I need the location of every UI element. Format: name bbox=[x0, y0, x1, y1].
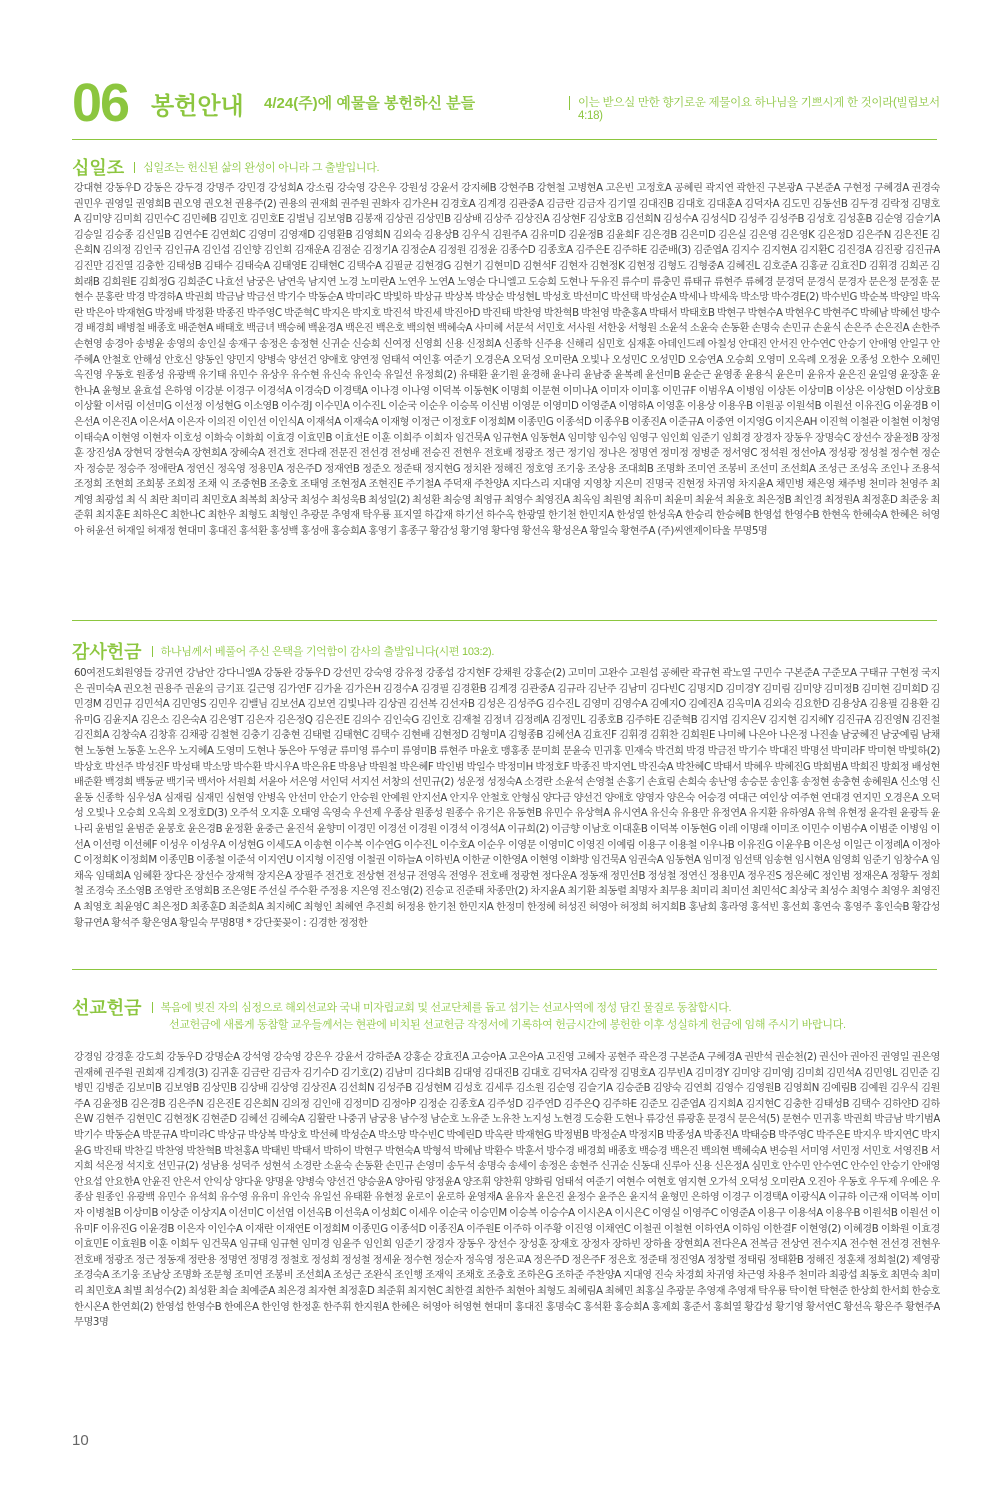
page-number: 10 bbox=[72, 1432, 89, 1449]
page-verse: 이는 받으실 만한 향기로운 제물이요 하나님을 기쁘시게 한 것이라(빌립보서 4:18) bbox=[578, 97, 940, 122]
tithe-donor-list: 강대현 강동우D 강동은 강두경 강명주 강민경 강성희A 강소림 강숙영 강은우 강원성 강윤서 강지혜B 강현주B 강현철 고병현A 고은빈 고정호A 공혜린 곽지연 곽한진 구본광A 구본준A 구현정 구혜경A 권경숙 권민우 권영일 권영희B 권오영 권오천 권용주(2) 권용의 권재희 권주원 권화자 김가은H 김경호A 김계경 김관중A 김금란 김금자 김기열 김대진B 김대호 김대훈A 김덕자A 김도민 김동선B 김두경 김락정 김명호A 김미양 김미희 김민수C 김민혜B 김민호 김민호E 김벌님 김보영B 김봉재 김상권 김상민B 김상배 김상주 김상진A 김상현F 김상호B 김선희N 김성수A 김성식D 김성주 김성주B 김성호 김성훈B 김순영 김슬기A 김승일 김승종 김신일B 김연수E 김연희C 김영미 김영재D 김영환B 김영희N 김외숙 김용상B 김우식 김원주A 김유미D 김윤정B 김윤희F 김은경B 김은미D 김은실 김은영 김은영K 김은정D 김은주N 김은진E 김은희N 김의정 김인국 김인규A 김인섭 김인향 김인회 김재운A 김점순 김정기A 김정순A 김정원 김정윤 김종수D 김종호A 김주은E 김주하E 김준배(3) 김준엽A 김지수 김지현A 김지환C 김진경A 김진광 김진규A 김진만 김진열 김충한 김태성B 김태수 김태숙A 김태영E 김태현C 김택수A 김필균 김현경G 김현기 김현미D 김현석F 김현자 김현정K 김현정 김형도 김형중A 김혜진L 김호준A 김홍균 김효진D 김휘경 김희곤 김희래B 김희원E 김희정G 김희준C 나효선 남궁은 남연욱 남지연 노경 노미란A 노연우 노연A 노영순 다니엘고 도승희 도현나 두유진 류수미 류충민 류태규 류현주 류혜경 문경덕 문경식 문경자 문은정 문정훈 문현수 문홍란 박경 박경하A 박권희 박금남 박금선 박기수 박동순A 박미라C 박빛하 박상규 박상복 박상순 박성현L 박성호 박선미C 박선택 박성순A 박세나 박세욱 박소망 박수경E(2) 박수빈G 박순복 박양일 박옥란 박은아 박재현G 박정배 박정환 박종진 박주영C 박준혁C 박지은 박지호 박진석 박진세 박진아D 박진태 박찬영 박찬혁B 박천영 박춘홍A 박태서 박태호B 박현구 박현수A 박현우C 박현주C 박혜남 박혜선 방수경 배경희 배병철 배종호 배준현A 배태호 백금녀 백승혜 백윤경A 백은진 백은호 백의현 백혜숙A 사미혜 서문석 서민호 서사원 서한웅 서형원 소윤석 소윤숙 손동환 손명숙 손민규 손윤식 손은주 손은진A 손한주 손현영 송경아 송병윤 송영의 송인실 송재구 송정은 송정현 신귀순 신승희 신여정 신영희 신용 신정희A 신종학 신주용 신해리 심민호 심재훈 아데인드레 아칠성 안대진 안서진 안수연C 안승기 안애영 안일구 안주혜A 안철호 안해성 안호신 양동인 양민지 양병숙 양선건 양애호 양연정 엄태석 여인홍 여준기 오경은A 오덕성 오미란A 오빛나 오성민C 오성민D 오승연A 오승희 오영미 오옥례 오정윤 오종성 오한수 오혜민 옥진영 우동호 원종성 유광백 유기태 유민수 유상우 유수현 유신숙 유인숙 유일선 유정희(2) 유태환 윤기원 윤경해 윤나리 윤남중 윤복례 윤선미B 윤순근 윤영종 윤용식 윤은미 윤유자 윤은진 윤일영 윤장훈 윤한나A 윤형보 윤효섭 은하영 이강분 이경구 이경석A 이경숙D 이경택A 이나경 이나영 이덕복 이동현K 이명희 이문현 이미나A 이미자 이미홍 이민규F 이범우A 이병임 이상돈 이상미B 이상은 이상현D 이상호B 이상활 이서림 이선미G 이선정 이성현G 이소영B 이수경J 이수민A 이수진L 이순국 이순우 이승목 이신범 이영문 이영미D 이영준A 이영하A 이영훈 이용상 이용우B 이원공 이원석B 이원선 이유진G 이윤경B 이은선A 이은진A 이은서A 이은자 이의진 이인선 이인식A 이재석A 이재숙A 이재형 이정근 이정호F 이정희M 이종민G 이종석D 이종우B 이종진A 이준규A 이중연 이지영G 이지은AH 이진혁 이철관 이철현 이청영 이태숙A 이현영 이현자 이호성 이화숙 이화희 이효경 이효민B 이효선E 이훈 이희주 이희자 임건묵A 임규현A 임동현A 임미향 임수임 임영구 임인희 임준기 임희경 장경자 장동우 장명숙C 장선수 장윤정B 장정훈 장진성A 장현덕 장현숙A 장현희A 장혜숙A 전건호 전다래 전문진 전선경 전성배 전승진 전현우 전호배 정광조 정근 정기임 정나은 정명연 정미정 정병준 정서영C 정석원 정선아A 정성광 정성철 정수현 정순자 정승문 정승주 정애란A 정연신 정옥영 정용민A 정은주D 정재연B 정준오 정준태 정지현G 정치완 정해진 정호영 조기웅 조상용 조대희B 조명화 조미연 조봉비 조선미 조선희A 조성근 조성옥 조인나 조용석 조정희 조현희 조희봉 조희정 조채 익 조중현B 조충호 조태영 조현정A 조현진E 주기철A 주덕재 주찬양A 지다스리 지대영 지영창 지은미 진명국 진현정 차귀영 차지윤A 채민병 채은영 채주병 천미라 천영주 최계영 최광섭 최 식 최란 최미리 최민호A 최복희 최상국 최성수 최성욱B 최성일(2) 최성환 최승영 최영규 최영수 최영진A 최옥임 최원영 최유미 최윤미 최윤석 최윤호 최은정B 최인경 최정원A 최정훈D 최준웅 최준휘 최지훈E 최하은C 최한나C 최한우 최형도 최형인 추광문 추영재 탁우룡 표지열 하갑재 하기선 하수옥 한광열 한기천 한민지A 한성열 한성옥A 한승리 한승혜B 한영섭 한영수B 한현옥 한혜숙A 한혜은 허영아 허윤선 허재일 허재정 현대미 홍대진 홍석환 홍성백 홍성애 홍승희A 홍영기 홍종구 황감성 황기영 황다영 황선옥 황성은A 황일숙 황현주A (주)씨엔제이타울 무명5명 bbox=[74, 183, 940, 538]
mission-divider bbox=[152, 1002, 153, 1013]
page-header bbox=[72, 72, 952, 134]
tithe-divider bbox=[134, 162, 135, 173]
thanks-title: 감사헌금 bbox=[72, 642, 142, 662]
section-rule bbox=[72, 620, 937, 621]
mission-title: 선교헌금 bbox=[72, 998, 142, 1018]
tithe-description: 십일조는 헌신된 삶의 완성이 아니라 그 출발입니다. bbox=[143, 162, 380, 174]
section-number: 06 bbox=[72, 73, 129, 133]
mission-donor-list: 강경임 강경훈 강도희 강동우D 강명순A 강석영 강숙영 강은우 강윤서 강하준A 강홍순 강효진A 고승아A 고은아A 고진영 고혜자 공현주 곽은경 구본준A 구혜경A 권반석 권순천(2) 권신아 권아진 권영일 권은영 권재혜 권주원 권희재 김계경(3) 김귀훈 김금란 김금자 김기수D 김기호(2) 김남미 김다희B 김대영 김대진B 김대호 김덕자A 김락정 김명호A 김무빈A 김미경Y 김미양 김미영J 김미희 김민석A 김민영L 김민준 김병민 김병준 김보미B 김보영B 김상민B 김상배 김상영 김상진A 김선희N 김성주B 김성현M 김성호 김세루 김소원 김순영 김슬기A 김승준B 김양숙 김연희 김영수 김영원B 김영희N 김예림B 김예원 김우식 김원주A 김윤정B 김은경B 김은주N 김은진E 김은희N 김의정 김인애 김정미D 김정아P 김정순 김종호A 김주성D 김주연D 김주은Q 김주하E 김준모 김준엽A 김지희A 김지현C 김충한 김태성B 김택수 김하얀D 김하은W 김현주 김현민C 김현정K 김현준D 김혜선 김혜숙A 김활란 나중귀 남궁용 남수정 남순호 노유준 노유찬 노지성 노현경 도승환 도현나 류강선 류광훈 문경식 문은석(5) 문현수 민귀홍 박권희 박금남 박기범A 박기수 박동순A 박문규A 박미라C 박상규 박상복 박상호 박선혜 박성순A 박소망 박수빈C 박예린D 박옥란 박재현G 박정범B 박정순A 박정지B 박종성A 박종진A 박태승B 박주영C 박주은E 박지우 박지연C 박지윤G 박진태 박찬길 박찬영 박찬혁B 박천홍A 박태빈 박태서 박하이 박현구 박현숙A 박형석 박혜남 박환수 박훈서 방수경 배경희 배종호 백승경 백은진 백의현 백혜숙A 변승원 서미영 서민정 서민호 서영진B 서지희 석은정 석지호 선민규(2) 성남용 성덕주 성현석 소경란 소윤숙 손동환 손민규 손영미 송두석 송명숙 송세이 송정은 송현주 신귀순 신동대 신루아 신용 신은정A 심민호 안수민 안수연C 안수인 안승기 안애영 안요섭 안요한A 안윤진 안은서 안익상 양다윤 양명윤 양병숙 양선건 양승윤A 양아림 양정윤A 양조휘 양찬휘 양화림 엄태석 여준기 여현수 여현호 염지현 오가석 오덕성 오미란A 오진아 우동호 우두제 우예은 우종삼 원종인 유광백 유민수 유석희 유수영 유유미 유인숙 유일선 유태환 유현정 윤로이 윤로하 윤영재A 윤유자 윤은진 윤정수 윤주은 윤지석 윤형민 은하영 이경구 이경택A 이광식A 이규하 이근재 이덕복 이미자 이병철B 이상미B 이상준 이상지A 이선미C 이선엽 이선옥B 이선욱A 이성희C 이세우 이순국 이승민M 이승복 이승수A 이시온A 이시은C 이영실 이영주C 이영준A 이용구 이용석A 이용우B 이원석B 이원선 이유미F 이유진G 이윤경B 이은자 이인수A 이재란 이재연E 이정희M 이종민G 이종석D 이종진A 이주원E 이주하 이주황 이진영 이채연C 이철권 이철현 이하연A 이하임 이한결F 이현영(2) 이혜경B 이화원 이효경 이효민E 이효원B 이훈 이희두 임건묵A 임규태 임규현 임미경 임윤주 임인희 임준기 장경자 장동우 장선수 장성훈 장재호 장정자 장하빈 장하율 장현희A 전다은A 전복금 전상연 전수지A 전수현 전선경 전현우 전호배 정광조 정근 정동재 정란용 정명연 정명경 정철호 정성희 정성철 정세윤 정수현 정순자 정옥영 정은교A 정은주D 정은주F 정은호 정준태 정진영A 정창렬 정태림 정태환B 정해진 정훈채 정희철(2) 제영광 조경숙A 조기웅 조남상 조명화 조문형 조미연 조봉비 조선희A 조성근 조완식 조인행 조재익 조채호 조충호 조하은G 조하준 주찬양A 지대영 진숙 차경희 차귀영 차근영 차용주 천미라 최광섭 최동호 최면숙 최미리 최민호A 최별 최성수(2) 최성환 최슬 최예준A 최은경 최자현 최정훈D 최준휘 최지현C 최한결 최한주 최현아 최형도 최혜림A 최혜민 최홍실 추광문 추영재 추영재 탁우룡 탁이현 탁현준 한상희 한서희 한승호 한시온A 한연희(2) 한영섭 한영수B 한예은A 한인영 한정훈 한주휘 한지원A 한혜은 허영아 허영현 현대미 홍대진 홍명숙C 홍석환 홍승희A 홍제희 홍준서 홍희열 황갑성 황기영 황서연C 황선옥 황은주 황현주A 무명3명 bbox=[74, 1052, 940, 1329]
thanks-divider bbox=[152, 646, 153, 657]
mission-description-2: 선교헌금에 새롭게 동참할 교우들께서는 현관에 비치된 선교헌금 작정서에 기록하여 헌금시간에 봉헌한 이후 성실하게 헌금에 임해 주시기 바랍니다. bbox=[169, 1019, 846, 1031]
thanks-description: 하나님께서 베풀어 주신 은택을 기억함이 감사의 출발입니다(시편 103:2). bbox=[160, 646, 495, 658]
page-subtitle: 4/24(주)에 예물을 봉헌하신 분들 bbox=[264, 95, 476, 112]
thanks-donor-list: 60여전도회원영들 강귀연 강남안 강다니엘A 강동완 강동우D 강선민 강숙영 강유정 강종섭 강지현F 강채원 강홍순(2) 고미미 고완수 고원섭 공혜란 곽규현 곽노열 구민수 구본준A 구준모A 구태규 구현정 국지은 권미숙A 권오천 권용주 권윤의 금기표 길근영 김가연F 김가윤 김가은H 김경수A 김경필 김경환B 김계경 김관중A 김규라 김난주 김남미 김다빈C 김명지D 김미경Y 김미림 김미양 김미정B 김미현 김미희D 김민경M 김민규 김민석A 김민영S 김민우 김밸님 김보선A 김보연 김빛나라 김상권 김선복 김선자B 김성은 김성주G 김수진L 김영미 김영수A 김예지O 김예진A 김옥미A 김외숙 김요한D 김용상A 김용필 김용환 김유미G 김윤지A 김은소 김은숙A 김은영T 김은자 김은정Q 김은진E 김의수 김인숙G 김인호 김재철 김정녀 김정례A 김정민L 김종호B 김주하E 김준혁B 김지엽 김지은V 김지현 김지혜Y 김진규A 김진영N 김진철 김진희A 김창숙A 김창휴 김채광 김철현 김충기 김충현 김태렬 김태현C 김택수 김현배 김현정D 김형미A 김형종B 김혜선A 김효진F 김휘경 김휘찬 김희원E 나미혜 나은아 나은정 나진솔 남궁혜진 남궁예림 남채현 노동현 노동훈 노은우 노지혜A 도영미 도현나 동은아 두영균 류미영 류수미 류영미B 류현주 마윤호 맹홍종 문미희 문윤숙 민귀홍 민재숙 박건희 박경 박금전 박기수 박대진 박명선 박미라F 박미현 박빛하(2) 박상호 박선주 박성진F 박성태 박소망 박수환 박시우A 박은유E 박용남 박원철 박은혜F 박인범 박일수 박정미H 박정호F 박종진 박지연L 박진숙A 박찬혜C 박태서 박혜우 박혜진G 박희범A 박희진 방희정 배성현 배준환 백경희 백동균 백기국 백서아 서원희 서윤아 서은영 서인덕 서지선 서창의 선민규(2) 성운정 성정숙A 소경란 소윤석 손영철 손홍기 손효림 손희숙 송난영 송승문 송인홍 송정현 송충현 송혜원A 신소영 신윤동 신종학 심우성A 심재림 심재민 심현영 안병옥 안선미 안순기 안승원 안예원 안지선A 안지우 안철호 안형심 양다금 양선건 양애호 양영자 양은숙 어승경 여대근 여인상 여주현 연대경 연지민 오경은A 오덕성 오빛나 오승희 오옥희 오정호D(3) 오주석 오지훈 오태영 옥영숙 우선제 우종삼 원종성 원종수 유기은 유동현B 유민수 유상혁A 유시연A 유신숙 유용만 유정연A 유지환 유하영A 유혁 유현정 윤각원 윤광득 윤나리 윤범일 윤범준 윤봉호 윤은경B 윤정환 윤중근 윤진석 윤향미 이경민 이경선 이경원 이경석 이경석A 이규희(2) 이금향 이남호 이대훈B 이덕복 이동현G 이레 이명래 이미조 이민수 이범수A 이범준 이병임 이선A 이선령 이선혜F 이성우 이성우A 이성현G 이세도A 이송현 이수복 이수연G 이수진L 이수호A 이순우 이영문 이영미C 이영진 이예림 이용구 이용철 이우나B 이유진G 이윤우B 이은성 이일근 이정례A 이정아C 이정희K 이정희M 이종민B 이종철 이준석 이지연U 이지형 이진영 이철권 이하늘A 이하빈A 이한균 이한영A 이현영 이화방 임건묵A 임권숙A 임동현A 임미정 임선택 임송현 임시현A 임영희 임준기 임창수A 임채옥 임태희A 임혜환 장다은 장선수 장재혁 장지은A 장필주 전건호 전상현 전성규 전영옥 전영우 전호배 정광현 정다운A 정동재 정민선B 정성철 정연신 정용민A 정우진S 정은혜C 정인범 정재은A 정황두 정희철 조경숙 조소영B 조영란 조영희B 조은영E 주선실 주수환 주정용 지은영 진소영(2) 진승교 진준태 차종만(2) 차지윤A 최기환 최동렬 최명자 최무용 최미리 최미선 최민석C 최상국 최성수 최영수 최영우 최영진A 최영호 최윤영C 최은정D 최종훈D 최준희A 최지혜C 최형인 최혜연 추진희 허정용 한기천 한민지A 한정미 한정혜 허성진 허영아 허정희 허지희B 홍남희 홍라영 홍석빈 홍선희 홍연숙 홍영주 홍인숙B 황갑성 황규연A 황석주 황은영A 황일숙 무명8명 * 강단꽃꽂이 : 김경한 정정한 bbox=[74, 668, 940, 929]
header-rule bbox=[72, 139, 937, 140]
header-divider bbox=[569, 96, 570, 110]
tithe-header bbox=[72, 154, 942, 180]
mission-header bbox=[72, 994, 942, 1036]
thanks-header bbox=[72, 638, 942, 664]
page-title: 봉헌안내 bbox=[151, 93, 244, 120]
mission-description: 복음에 빚진 자의 심정으로 해외선교와 국내 미자립교회 및 선교단체를 돕고 섬기는 선교사역에 정성 담긴 물질로 동참합시다. bbox=[160, 1002, 732, 1014]
tithe-title: 십일조 bbox=[72, 158, 125, 178]
section-rule bbox=[72, 969, 937, 970]
